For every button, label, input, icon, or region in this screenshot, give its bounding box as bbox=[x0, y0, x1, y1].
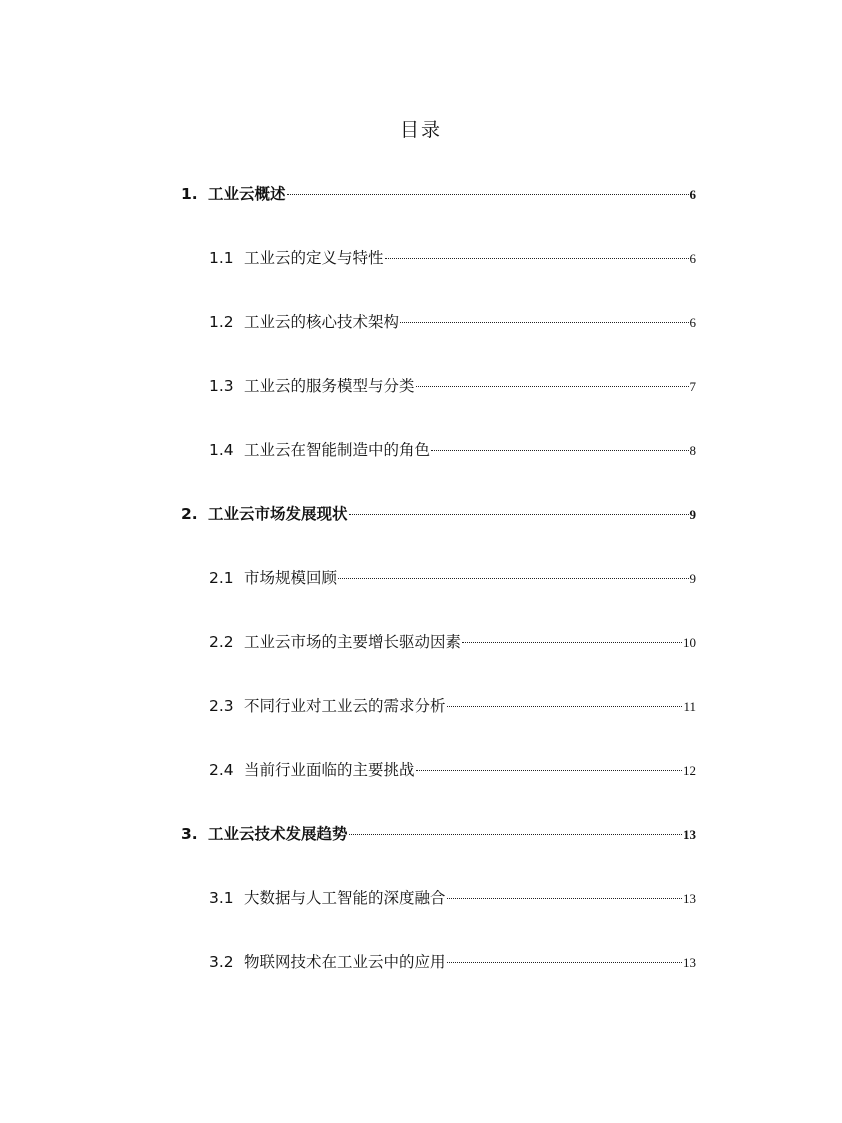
toc-entry-label: 工业云的核心技术架构 bbox=[244, 313, 400, 331]
toc-section-entry[interactable] bbox=[209, 759, 696, 781]
toc-entry-page-number: 6 bbox=[689, 187, 696, 202]
toc-entry-number: 1.2 bbox=[209, 313, 234, 331]
toc-entry-number: 1.4 bbox=[209, 441, 234, 459]
toc-entry-number: 3. bbox=[181, 825, 198, 843]
toc-entry-label: 工业云市场发展现状 bbox=[208, 505, 348, 523]
toc-section-entry[interactable] bbox=[209, 951, 696, 973]
toc-entry-label: 大数据与人工智能的深度融合 bbox=[244, 889, 446, 907]
toc-entry-page-number: 6 bbox=[689, 251, 696, 266]
toc-section-entry[interactable] bbox=[209, 567, 696, 589]
toc-entry-page-number: 6 bbox=[689, 315, 696, 330]
toc-chapter-entry[interactable] bbox=[181, 503, 696, 525]
toc-entry-number: 2.1 bbox=[209, 569, 234, 587]
toc-entry-page-number: 13 bbox=[683, 955, 696, 970]
toc-section-entry[interactable] bbox=[209, 375, 696, 397]
toc-entry-label: 工业云市场的主要增长驱动因素 bbox=[244, 633, 462, 651]
toc-entry-label: 当前行业面临的主要挑战 bbox=[244, 761, 415, 779]
toc-section-entry[interactable] bbox=[209, 311, 696, 333]
toc-section-entry[interactable] bbox=[209, 695, 696, 717]
toc-section-entry[interactable] bbox=[209, 631, 696, 653]
toc-entry-number: 2.2 bbox=[209, 633, 234, 651]
toc-entry-page-number: 10 bbox=[683, 635, 696, 650]
toc-entry-page-number: 9 bbox=[689, 507, 696, 522]
toc-entry-label: 工业云技术发展趋势 bbox=[208, 825, 348, 843]
toc-entry-number: 2. bbox=[181, 505, 198, 523]
toc-entry-number: 1. bbox=[181, 185, 198, 203]
toc-entry-label: 工业云在智能制造中的角色 bbox=[244, 441, 431, 459]
toc-entry-label: 工业云概述 bbox=[208, 185, 286, 203]
dot-leader bbox=[431, 450, 688, 451]
dot-leader bbox=[385, 258, 689, 259]
toc-entry-number: 1.3 bbox=[209, 377, 234, 395]
toc-entry-number: 1.1 bbox=[209, 249, 234, 267]
toc-entry-label: 物联网技术在工业云中的应用 bbox=[244, 953, 446, 971]
toc-section-entry[interactable] bbox=[209, 247, 696, 269]
toc-entry-number: 2.4 bbox=[209, 761, 234, 779]
dot-leader bbox=[447, 898, 682, 899]
toc-chapter-entry[interactable] bbox=[181, 823, 696, 845]
toc-entry-page-number: 9 bbox=[689, 571, 696, 586]
toc-entry-page-number: 8 bbox=[689, 443, 696, 458]
dot-leader bbox=[349, 834, 682, 835]
toc-section-entry[interactable] bbox=[209, 439, 696, 461]
toc-section-entry[interactable] bbox=[209, 887, 696, 909]
toc-entry-number: 3.1 bbox=[209, 889, 234, 907]
toc-entry-label: 市场规模回顾 bbox=[244, 569, 338, 587]
toc-entry-page-number: 12 bbox=[683, 763, 696, 778]
toc-entry-label: 工业云的定义与特性 bbox=[244, 249, 384, 267]
dot-leader bbox=[447, 706, 683, 707]
dot-leader bbox=[416, 770, 682, 771]
toc-entry-page-number: 7 bbox=[689, 379, 696, 394]
dot-leader bbox=[462, 642, 682, 643]
toc-entry-label: 不同行业对工业云的需求分析 bbox=[244, 697, 446, 715]
toc-entry-page-number: 13 bbox=[683, 891, 696, 906]
dot-leader bbox=[447, 962, 682, 963]
dot-leader bbox=[287, 194, 689, 195]
dot-leader bbox=[338, 578, 688, 579]
toc-entry-number: 2.3 bbox=[209, 697, 234, 715]
dot-leader bbox=[416, 386, 689, 387]
dot-leader bbox=[400, 322, 688, 323]
toc-chapter-entry[interactable] bbox=[181, 183, 696, 205]
toc-entry-page-number: 11 bbox=[683, 699, 696, 714]
toc-entry-label: 工业云的服务模型与分类 bbox=[244, 377, 415, 395]
toc-entry-page-number: 13 bbox=[683, 827, 696, 842]
dot-leader bbox=[349, 514, 689, 515]
toc-entry-number: 3.2 bbox=[209, 953, 234, 971]
toc-title: 目录 bbox=[399, 119, 442, 141]
